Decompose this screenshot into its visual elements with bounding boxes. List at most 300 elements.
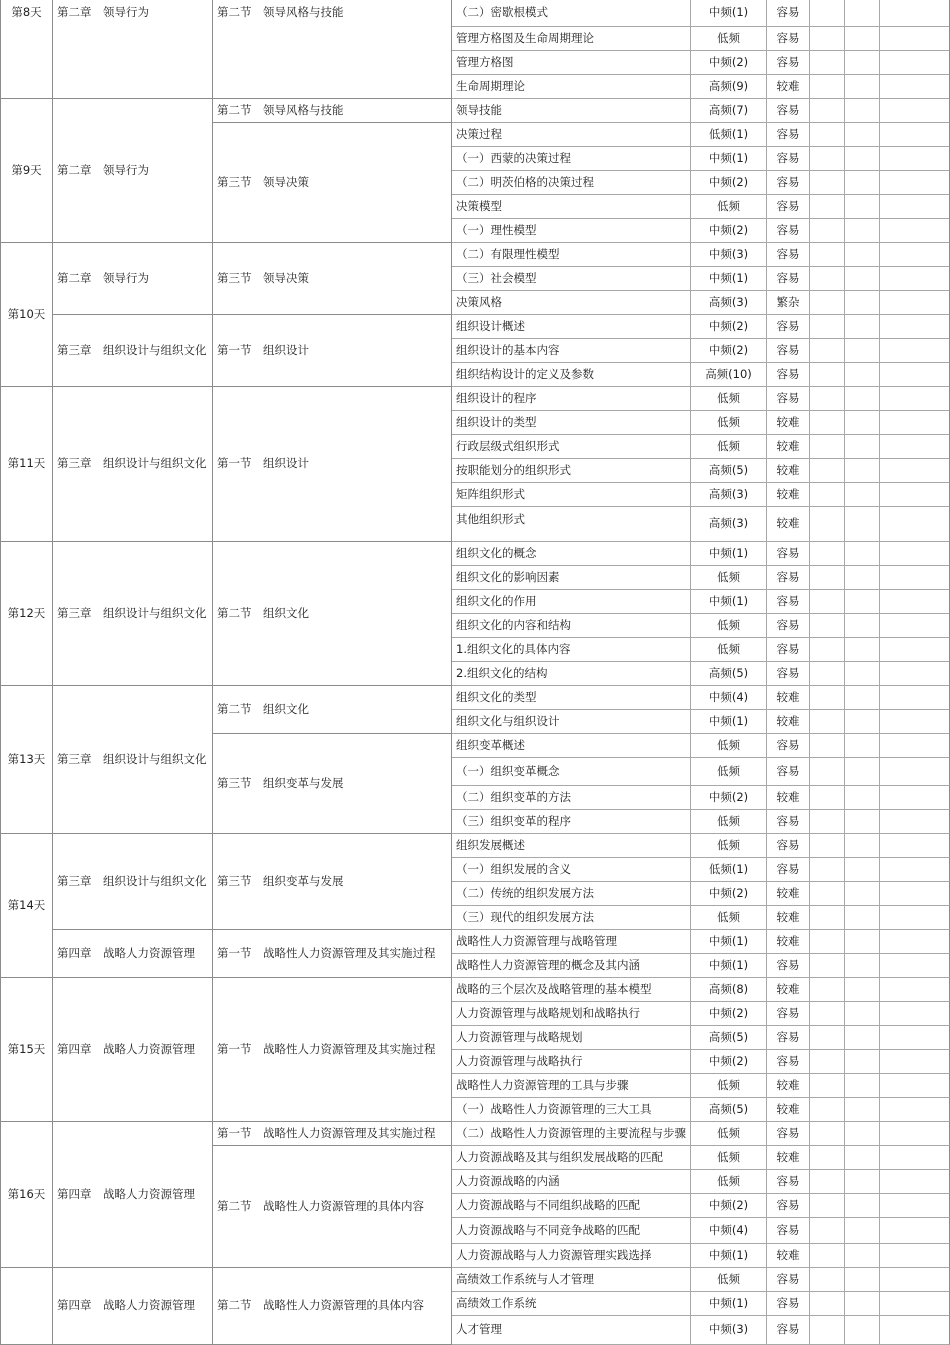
section-cell: 第二节 组织文化	[213, 686, 452, 734]
blank-cell	[810, 1122, 845, 1146]
blank-cell	[845, 1292, 880, 1316]
difficulty-cell: 较难	[767, 978, 810, 1002]
blank-cell	[810, 662, 845, 686]
difficulty-cell: 容易	[767, 195, 810, 219]
blank-cell	[880, 758, 950, 786]
blank-cell	[880, 51, 950, 75]
topic-cell: 组织文化的作用	[452, 590, 691, 614]
section-cell: 第二节 领导风格与技能	[213, 99, 452, 123]
blank-cell	[880, 267, 950, 291]
chapter-cell: 第三章 组织设计与组织文化	[53, 387, 213, 542]
difficulty-cell: 容易	[767, 810, 810, 834]
blank-cell	[845, 435, 880, 459]
blank-cell	[810, 267, 845, 291]
topic-cell: 决策模型	[452, 195, 691, 219]
blank-cell	[845, 1050, 880, 1074]
difficulty-cell: 较难	[767, 1074, 810, 1098]
topic-cell: 行政层级式组织形式	[452, 435, 691, 459]
frequency-cell: 中频(3)	[691, 243, 767, 267]
blank-cell	[810, 906, 845, 930]
difficulty-cell: 容易	[767, 267, 810, 291]
topic-cell: 人力资源管理与战略规划	[452, 1026, 691, 1050]
blank-cell	[845, 1074, 880, 1098]
blank-cell	[880, 590, 950, 614]
topic-cell: 组织设计的类型	[452, 411, 691, 435]
topic-cell: 管理方格图及生命周期理论	[452, 27, 691, 51]
section-cell: 第一节 组织设计	[213, 387, 452, 542]
section-cell: 第一节 组织设计	[213, 315, 452, 387]
blank-cell	[880, 75, 950, 99]
blank-cell	[880, 1244, 950, 1268]
difficulty-cell: 容易	[767, 1170, 810, 1194]
topic-cell: 组织文化的影响因素	[452, 566, 691, 590]
frequency-cell: 中频(2)	[691, 1194, 767, 1218]
blank-cell	[845, 291, 880, 315]
blank-cell	[845, 1170, 880, 1194]
blank-cell	[810, 834, 845, 858]
blank-cell	[880, 1218, 950, 1244]
blank-cell	[810, 1146, 845, 1170]
blank-cell	[810, 147, 845, 171]
difficulty-cell: 容易	[767, 758, 810, 786]
blank-cell	[845, 686, 880, 710]
frequency-cell: 低频	[691, 1122, 767, 1146]
frequency-cell: 中频(1)	[691, 930, 767, 954]
blank-cell	[880, 882, 950, 906]
blank-cell	[845, 0, 880, 27]
topic-cell: 高绩效工作系统	[452, 1292, 691, 1316]
blank-cell	[810, 686, 845, 710]
frequency-cell: 高频(10)	[691, 363, 767, 387]
frequency-cell: 中频(4)	[691, 1218, 767, 1244]
blank-cell	[845, 786, 880, 810]
frequency-cell: 低频	[691, 810, 767, 834]
frequency-cell: 中频(1)	[691, 590, 767, 614]
blank-cell	[810, 858, 845, 882]
topic-cell: 决策风格	[452, 291, 691, 315]
topic-cell: 人力资源管理与战略规划和战略执行	[452, 1002, 691, 1026]
blank-cell	[810, 1194, 845, 1218]
frequency-cell: 中频(1)	[691, 1244, 767, 1268]
topic-cell: 组织结构设计的定义及参数	[452, 363, 691, 387]
topic-cell: （一）战略性人力资源管理的三大工具	[452, 1098, 691, 1122]
topic-cell: 人力资源战略与人力资源管理实践选择	[452, 1244, 691, 1268]
difficulty-cell: 较难	[767, 411, 810, 435]
blank-cell	[845, 542, 880, 566]
topic-cell: （二）传统的组织发展方法	[452, 882, 691, 906]
blank-cell	[880, 363, 950, 387]
frequency-cell: 低频	[691, 1170, 767, 1194]
difficulty-cell: 容易	[767, 99, 810, 123]
blank-cell	[845, 363, 880, 387]
blank-cell	[810, 387, 845, 411]
blank-cell	[880, 734, 950, 758]
difficulty-cell: 容易	[767, 1218, 810, 1244]
frequency-cell: 高频(3)	[691, 291, 767, 315]
topic-cell: 组织文化的内容和结构	[452, 614, 691, 638]
frequency-cell: 高频(5)	[691, 662, 767, 686]
chapter-cell: 第二章 领导行为	[53, 243, 213, 315]
topic-cell: 组织设计的程序	[452, 387, 691, 411]
frequency-cell: 低频	[691, 387, 767, 411]
blank-cell	[880, 219, 950, 243]
difficulty-cell: 容易	[767, 1194, 810, 1218]
day-cell: 第9天	[0, 99, 53, 243]
topic-cell: 人力资源战略与不同竞争战略的匹配	[452, 1218, 691, 1244]
blank-cell	[810, 786, 845, 810]
difficulty-cell: 较难	[767, 786, 810, 810]
blank-cell	[810, 758, 845, 786]
difficulty-cell: 容易	[767, 123, 810, 147]
frequency-cell: 低频	[691, 758, 767, 786]
frequency-cell: 高频(5)	[691, 459, 767, 483]
frequency-cell: 中频(3)	[691, 1316, 767, 1345]
blank-cell	[845, 638, 880, 662]
difficulty-cell: 较难	[767, 1146, 810, 1170]
topic-cell: （三）组织变革的程序	[452, 810, 691, 834]
difficulty-cell: 繁杂	[767, 291, 810, 315]
difficulty-cell: 容易	[767, 638, 810, 662]
blank-cell	[880, 978, 950, 1002]
difficulty-cell: 较难	[767, 882, 810, 906]
blank-cell	[845, 1218, 880, 1244]
blank-cell	[810, 882, 845, 906]
topic-cell: 组织文化与组织设计	[452, 710, 691, 734]
blank-cell	[880, 387, 950, 411]
blank-cell	[810, 363, 845, 387]
blank-cell	[810, 0, 845, 27]
blank-cell	[845, 882, 880, 906]
topic-cell: 生命周期理论	[452, 75, 691, 99]
blank-cell	[810, 734, 845, 758]
blank-cell	[845, 834, 880, 858]
frequency-cell: 中频(1)	[691, 147, 767, 171]
blank-cell	[845, 858, 880, 882]
blank-cell	[810, 1316, 845, 1345]
day-cell: 第14天	[0, 834, 53, 978]
blank-cell	[845, 1244, 880, 1268]
blank-cell	[810, 171, 845, 195]
topic-cell: 高绩效工作系统与人才管理	[452, 1268, 691, 1292]
frequency-cell: 高频(5)	[691, 1026, 767, 1050]
frequency-cell: 高频(7)	[691, 99, 767, 123]
day-cell: 第12天	[0, 542, 53, 686]
frequency-cell: 中频(1)	[691, 954, 767, 978]
frequency-cell: 低频	[691, 638, 767, 662]
blank-cell	[845, 387, 880, 411]
blank-cell	[810, 459, 845, 483]
difficulty-cell: 容易	[767, 858, 810, 882]
topic-cell: 战略性人力资源管理的工具与步骤	[452, 1074, 691, 1098]
difficulty-cell: 较难	[767, 930, 810, 954]
topic-cell: 人力资源管理与战略执行	[452, 1050, 691, 1074]
blank-cell	[845, 483, 880, 507]
difficulty-cell: 较难	[767, 1244, 810, 1268]
blank-cell	[845, 1316, 880, 1345]
blank-cell	[880, 147, 950, 171]
blank-cell	[845, 1268, 880, 1292]
difficulty-cell: 容易	[767, 363, 810, 387]
frequency-cell: 高频(3)	[691, 483, 767, 507]
topic-cell: 1.组织文化的具体内容	[452, 638, 691, 662]
topic-cell: （一）西蒙的决策过程	[452, 147, 691, 171]
topic-cell: 战略性人力资源管理的概念及其内涵	[452, 954, 691, 978]
blank-cell	[880, 834, 950, 858]
topic-cell: 人才管理	[452, 1316, 691, 1345]
blank-cell	[845, 710, 880, 734]
day-cell: 第13天	[0, 686, 53, 834]
frequency-cell: 中频(1)	[691, 542, 767, 566]
frequency-cell: 中频(1)	[691, 710, 767, 734]
difficulty-cell: 容易	[767, 1316, 810, 1345]
section-cell: 第一节 战略性人力资源管理及其实施过程	[213, 1122, 452, 1146]
chapter-cell: 第四章 战略人力资源管理	[53, 978, 213, 1122]
frequency-cell: 中频(2)	[691, 171, 767, 195]
blank-cell	[880, 1316, 950, 1345]
difficulty-cell: 较难	[767, 75, 810, 99]
difficulty-cell: 较难	[767, 459, 810, 483]
blank-cell	[880, 195, 950, 219]
frequency-cell: 中频(2)	[691, 1050, 767, 1074]
blank-cell	[880, 243, 950, 267]
chapter-cell: 第三章 组织设计与组织文化	[53, 315, 213, 387]
difficulty-cell: 容易	[767, 171, 810, 195]
blank-cell	[845, 27, 880, 51]
difficulty-cell: 较难	[767, 507, 810, 542]
blank-cell	[845, 243, 880, 267]
blank-cell	[880, 483, 950, 507]
frequency-cell: 低频	[691, 834, 767, 858]
frequency-cell: 低频	[691, 734, 767, 758]
difficulty-cell: 容易	[767, 734, 810, 758]
blank-cell	[810, 483, 845, 507]
blank-cell	[845, 339, 880, 363]
blank-cell	[810, 123, 845, 147]
frequency-cell: 中频(1)	[691, 0, 767, 27]
difficulty-cell: 容易	[767, 590, 810, 614]
blank-cell	[810, 99, 845, 123]
blank-cell	[810, 1218, 845, 1244]
difficulty-cell: 容易	[767, 1002, 810, 1026]
blank-cell	[810, 1002, 845, 1026]
blank-cell	[880, 171, 950, 195]
blank-cell	[880, 435, 950, 459]
section-cell: 第二节 组织文化	[213, 542, 452, 686]
frequency-cell: 高频(9)	[691, 75, 767, 99]
blank-cell	[880, 954, 950, 978]
blank-cell	[810, 978, 845, 1002]
blank-cell	[880, 930, 950, 954]
topic-cell: 组织发展概述	[452, 834, 691, 858]
blank-cell	[845, 930, 880, 954]
day-cell: 第16天	[0, 1122, 53, 1268]
blank-cell	[810, 566, 845, 590]
blank-cell	[845, 566, 880, 590]
blank-cell	[810, 51, 845, 75]
blank-cell	[810, 1244, 845, 1268]
topic-cell: （二）明茨伯格的决策过程	[452, 171, 691, 195]
topic-cell: 2.组织文化的结构	[452, 662, 691, 686]
topic-cell: 组织设计概述	[452, 315, 691, 339]
frequency-cell: 低频	[691, 435, 767, 459]
topic-cell: 战略的三个层次及战略管理的基本模型	[452, 978, 691, 1002]
blank-cell	[845, 1098, 880, 1122]
blank-cell	[880, 786, 950, 810]
difficulty-cell: 较难	[767, 435, 810, 459]
day-cell: 第11天	[0, 387, 53, 542]
topic-cell: 人力资源战略与不同组织战略的匹配	[452, 1194, 691, 1218]
difficulty-cell: 容易	[767, 614, 810, 638]
blank-cell	[810, 195, 845, 219]
section-cell: 第一节 战略性人力资源管理及其实施过程	[213, 978, 452, 1122]
frequency-cell: 中频(1)	[691, 267, 767, 291]
blank-cell	[880, 123, 950, 147]
blank-cell	[880, 542, 950, 566]
topic-cell: 人力资源战略及其与组织发展战略的匹配	[452, 1146, 691, 1170]
blank-cell	[810, 930, 845, 954]
blank-cell	[880, 339, 950, 363]
blank-cell	[845, 147, 880, 171]
blank-cell	[810, 1170, 845, 1194]
blank-cell	[810, 710, 845, 734]
blank-cell	[880, 858, 950, 882]
blank-cell	[845, 614, 880, 638]
chapter-cell: 第四章 战略人力资源管理	[53, 930, 213, 978]
day-cell: 第15天	[0, 978, 53, 1122]
blank-cell	[845, 734, 880, 758]
difficulty-cell: 容易	[767, 662, 810, 686]
frequency-cell: 高频(5)	[691, 1098, 767, 1122]
blank-cell	[810, 810, 845, 834]
difficulty-cell: 容易	[767, 954, 810, 978]
frequency-cell: 高频(8)	[691, 978, 767, 1002]
blank-cell	[880, 1050, 950, 1074]
blank-cell	[845, 51, 880, 75]
topic-cell: （二）组织变革的方法	[452, 786, 691, 810]
section-cell: 第三节 领导决策	[213, 123, 452, 243]
topic-cell: 其他组织形式	[452, 507, 691, 542]
blank-cell	[845, 590, 880, 614]
blank-cell	[880, 1098, 950, 1122]
blank-cell	[880, 662, 950, 686]
blank-cell	[810, 1098, 845, 1122]
blank-cell	[810, 507, 845, 542]
blank-cell	[810, 339, 845, 363]
blank-cell	[880, 27, 950, 51]
frequency-cell: 中频(2)	[691, 315, 767, 339]
blank-cell	[810, 542, 845, 566]
frequency-cell: 低频	[691, 614, 767, 638]
blank-cell	[810, 315, 845, 339]
frequency-cell: 低频	[691, 411, 767, 435]
blank-cell	[810, 590, 845, 614]
blank-cell	[810, 1050, 845, 1074]
blank-cell	[880, 1002, 950, 1026]
topic-cell: （二）密歇根模式	[452, 0, 691, 27]
day-cell	[0, 1268, 53, 1345]
blank-cell	[880, 1122, 950, 1146]
frequency-cell: 低频(1)	[691, 123, 767, 147]
blank-cell	[810, 1268, 845, 1292]
blank-cell	[880, 0, 950, 27]
blank-cell	[810, 1026, 845, 1050]
frequency-cell: 中频(2)	[691, 339, 767, 363]
topic-cell: 战略性人力资源管理与战略管理	[452, 930, 691, 954]
frequency-cell: 低频	[691, 1074, 767, 1098]
blank-cell	[880, 906, 950, 930]
frequency-cell: 低频	[691, 1268, 767, 1292]
blank-cell	[880, 810, 950, 834]
section-cell: 第三节 组织变革与发展	[213, 834, 452, 930]
day-cell: 第8天	[0, 0, 53, 99]
blank-cell	[810, 27, 845, 51]
section-cell: 第三节 领导决策	[213, 243, 452, 315]
blank-cell	[880, 566, 950, 590]
blank-cell	[880, 507, 950, 542]
blank-cell	[880, 1026, 950, 1050]
topic-cell: 按职能划分的组织形式	[452, 459, 691, 483]
blank-cell	[845, 978, 880, 1002]
difficulty-cell: 较难	[767, 1098, 810, 1122]
topic-cell: 组织文化的概念	[452, 542, 691, 566]
difficulty-cell: 容易	[767, 51, 810, 75]
blank-cell	[810, 411, 845, 435]
difficulty-cell: 容易	[767, 0, 810, 27]
frequency-cell: 中频(4)	[691, 686, 767, 710]
blank-cell	[880, 614, 950, 638]
blank-cell	[880, 710, 950, 734]
topic-cell: 组织变革概述	[452, 734, 691, 758]
blank-cell	[845, 1194, 880, 1218]
frequency-cell: 中频(2)	[691, 882, 767, 906]
blank-cell	[845, 315, 880, 339]
blank-cell	[845, 219, 880, 243]
topic-cell: 领导技能	[452, 99, 691, 123]
topic-cell: （三）现代的组织发展方法	[452, 906, 691, 930]
blank-cell	[845, 75, 880, 99]
topic-cell: 组织文化的类型	[452, 686, 691, 710]
blank-cell	[880, 1268, 950, 1292]
difficulty-cell: 容易	[767, 315, 810, 339]
frequency-cell: 低频	[691, 27, 767, 51]
blank-cell	[845, 171, 880, 195]
blank-cell	[845, 1122, 880, 1146]
blank-cell	[845, 954, 880, 978]
difficulty-cell: 容易	[767, 1122, 810, 1146]
frequency-cell: 低频	[691, 566, 767, 590]
blank-cell	[880, 686, 950, 710]
blank-cell	[810, 243, 845, 267]
blank-cell	[880, 1194, 950, 1218]
difficulty-cell: 较难	[767, 483, 810, 507]
difficulty-cell: 容易	[767, 339, 810, 363]
blank-cell	[810, 638, 845, 662]
difficulty-cell: 容易	[767, 147, 810, 171]
section-cell: 第二节 领导风格与技能	[213, 0, 452, 99]
blank-cell	[880, 411, 950, 435]
difficulty-cell: 容易	[767, 219, 810, 243]
chapter-cell: 第四章 战略人力资源管理	[53, 1268, 213, 1345]
blank-cell	[845, 810, 880, 834]
blank-cell	[845, 906, 880, 930]
blank-cell	[845, 267, 880, 291]
topic-cell: （一）组织发展的含义	[452, 858, 691, 882]
blank-cell	[845, 1002, 880, 1026]
blank-cell	[810, 1292, 845, 1316]
blank-cell	[880, 638, 950, 662]
blank-cell	[810, 954, 845, 978]
section-cell: 第三节 组织变革与发展	[213, 734, 452, 834]
